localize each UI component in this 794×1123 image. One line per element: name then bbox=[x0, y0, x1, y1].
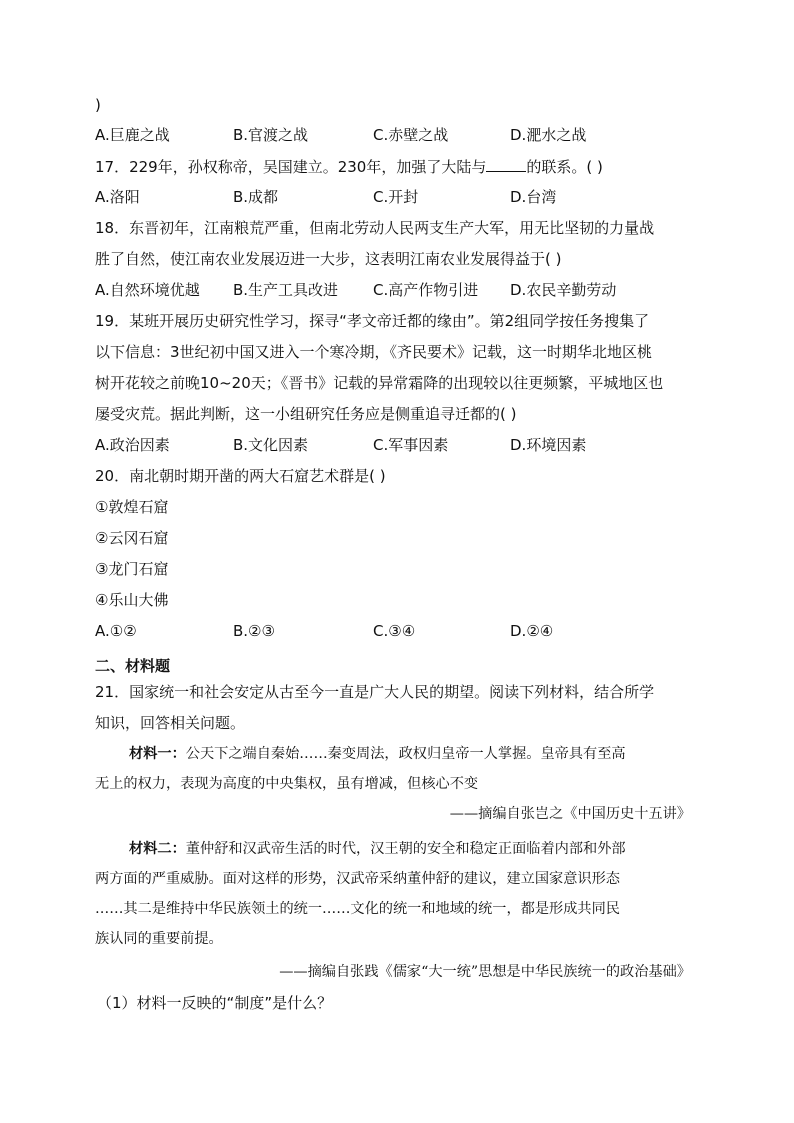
option-b[interactable]: B.文化因素 bbox=[233, 436, 309, 454]
q18-line: 18．东晋初年，江南粮荒严重，但南北劳动人民两支生产大军，用无比坚韧的力量战 bbox=[95, 219, 655, 237]
material-label: 材料一： bbox=[129, 746, 186, 762]
q17-text-pre: 17．229年，孙权称帝，吴国建立。230年，加强了大陆与 bbox=[95, 158, 487, 176]
option-c[interactable]: C.开封 bbox=[373, 188, 419, 206]
q19-line: 屡受灾荒。据此判断，这一小组研究任务应是侧重追寻迁都的( ) bbox=[95, 405, 517, 423]
material-text: 董仲舒和汉武帝生活的时代，汉王朝的安全和稳定正面临着内部和外部 bbox=[185, 841, 626, 857]
section-heading: 二、材料题 bbox=[95, 657, 171, 675]
q19-line: 树开花较之前晚10~20天；《晋书》记载的异常霜降的出现较以往更频繁，平城地区也 bbox=[95, 374, 664, 392]
option-c[interactable]: C.军事因素 bbox=[373, 436, 449, 454]
material-text: 公天下之端自秦始……秦变周法，政权归皇帝一人掌握。皇帝具有至高 bbox=[185, 746, 626, 762]
material-2-line bbox=[95, 839, 691, 859]
top-fragment: ) bbox=[95, 96, 101, 114]
q17-text-post: 的联系。( ) bbox=[526, 158, 603, 176]
option-d[interactable]: D.台湾 bbox=[510, 188, 557, 206]
sub-question-1: （1）材料一反映的“制度”是什么？ bbox=[97, 994, 333, 1012]
list-item: ②云冈石窟 bbox=[95, 529, 169, 547]
option-d[interactable]: D.淝水之战 bbox=[510, 126, 587, 144]
question-20: 20．南北朝时期开凿的两大石窟艺术群是( ) bbox=[95, 467, 386, 485]
q19-line: 以下信息：3世纪初中国又进入一个寒冷期，《齐民要术》记载，这一时期华北地区桃 bbox=[95, 343, 653, 361]
option-a[interactable]: A.自然环境优越 bbox=[95, 281, 200, 299]
option-c[interactable]: C.③④ bbox=[373, 622, 416, 640]
option-d[interactable]: D.②④ bbox=[510, 622, 554, 640]
list-item: ①敦煌石窟 bbox=[95, 498, 169, 516]
option-d[interactable]: D.环境因素 bbox=[510, 436, 587, 454]
material-2-line: 两方面的严重威胁。面对这样的形势，汉武帝采纳董仲舒的建议，建立国家意识形态 bbox=[95, 871, 620, 887]
option-c[interactable]: C.赤壁之战 bbox=[373, 126, 449, 144]
answer-blank[interactable] bbox=[486, 156, 526, 172]
option-a[interactable]: A.巨鹿之战 bbox=[95, 126, 170, 144]
material-1-line: 无上的权力，表现为高度的中央集权，虽有增减，但核心不变 bbox=[95, 776, 479, 792]
option-b[interactable]: B.生产工具改进 bbox=[233, 281, 339, 299]
material-1-line bbox=[95, 744, 691, 764]
material-2-line: ……其二是维持中华民族领土的统一……文化的统一和地域的统一，都是形成共同民 bbox=[95, 901, 620, 917]
question-17 bbox=[95, 156, 603, 177]
q21-line: 21．国家统一和社会安定从古至今一直是广大人民的期望。阅读下列材料，结合所学 bbox=[95, 683, 655, 701]
material-2-line: 族认同的重要前提。 bbox=[95, 931, 223, 947]
q19-line: 19．某班开展历史研究性学习，探寻“孝文帝迁都的缘由”。第2组同学按任务搜集了 bbox=[95, 312, 650, 330]
q21-line: 知识，回答相关问题。 bbox=[95, 714, 246, 732]
option-a[interactable]: A.①② bbox=[95, 622, 137, 640]
material-source: ——摘编自张岂之《中国历史十五讲》 bbox=[449, 806, 691, 822]
option-b[interactable]: B.②③ bbox=[233, 622, 275, 640]
option-d[interactable]: D.农民辛勤劳动 bbox=[510, 281, 617, 299]
material-label: 材料二： bbox=[129, 841, 186, 857]
list-item: ④乐山大佛 bbox=[95, 591, 169, 609]
list-item: ③龙门石窟 bbox=[95, 560, 169, 578]
option-b[interactable]: B.官渡之战 bbox=[233, 126, 309, 144]
q18-line: 胜了自然，使江南农业发展迈进一大步，这表明江南农业发展得益于( ) bbox=[95, 250, 562, 268]
option-a[interactable]: A.洛阳 bbox=[95, 188, 140, 206]
option-b[interactable]: B.成都 bbox=[233, 188, 279, 206]
option-c[interactable]: C.高产作物引进 bbox=[373, 281, 479, 299]
material-source: ——摘编自张践《儒家“大一统”思想是中华民族统一的政治基础》 bbox=[279, 964, 691, 980]
option-a[interactable]: A.政治因素 bbox=[95, 436, 170, 454]
